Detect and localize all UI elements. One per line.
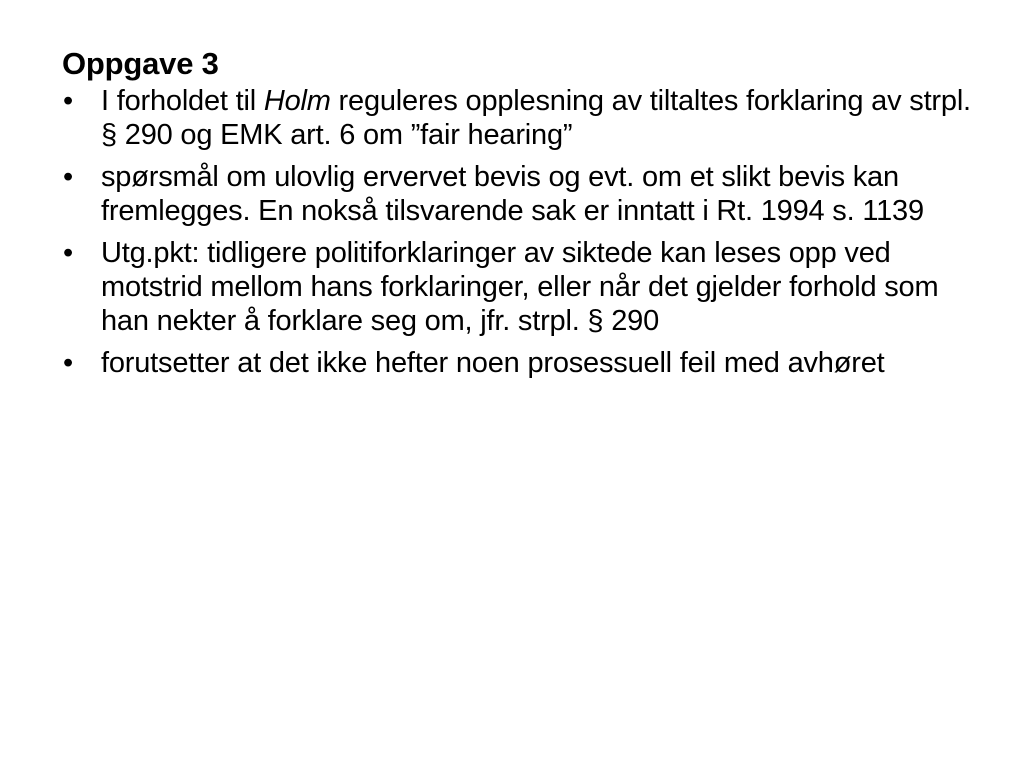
bullet-icon: • [63, 237, 73, 269]
slide-title: Oppgave 3 [62, 46, 219, 81]
bullet-icon: • [63, 347, 73, 379]
bullet-icon: • [63, 161, 73, 193]
bullet-text: Utg.pkt: tidligere politiforklaringer av siktede kan leses opp ved motstrid mellom hans forklaringer, eller når det gjelder forhold som han nekter å forklare seg om, jfr. strpl. § 290 [101, 237, 939, 337]
bullet-text: spørsmål om ulovlig ervervet bevis og evt. om et slikt bevis kan fremlegges. En nokså tilsvarende sak er inntatt i Rt. 1994 s. 1139 [101, 161, 924, 227]
bullet-item [62, 84, 972, 152]
bullet-item [62, 236, 972, 338]
bullet-list [62, 84, 972, 380]
bullet-icon: • [63, 85, 73, 117]
bullet-text: I forholdet til Holm reguleres opplesning av tiltaltes forklaring av strpl. § 290 og EMK art. 6 om ”fair hearing” [101, 85, 971, 151]
bullet-item [62, 346, 972, 380]
bullet-item [62, 160, 972, 228]
bullet-text: forutsetter at det ikke hefter noen prosessuell feil med avhøret [101, 347, 885, 379]
slide-content [62, 44, 972, 380]
